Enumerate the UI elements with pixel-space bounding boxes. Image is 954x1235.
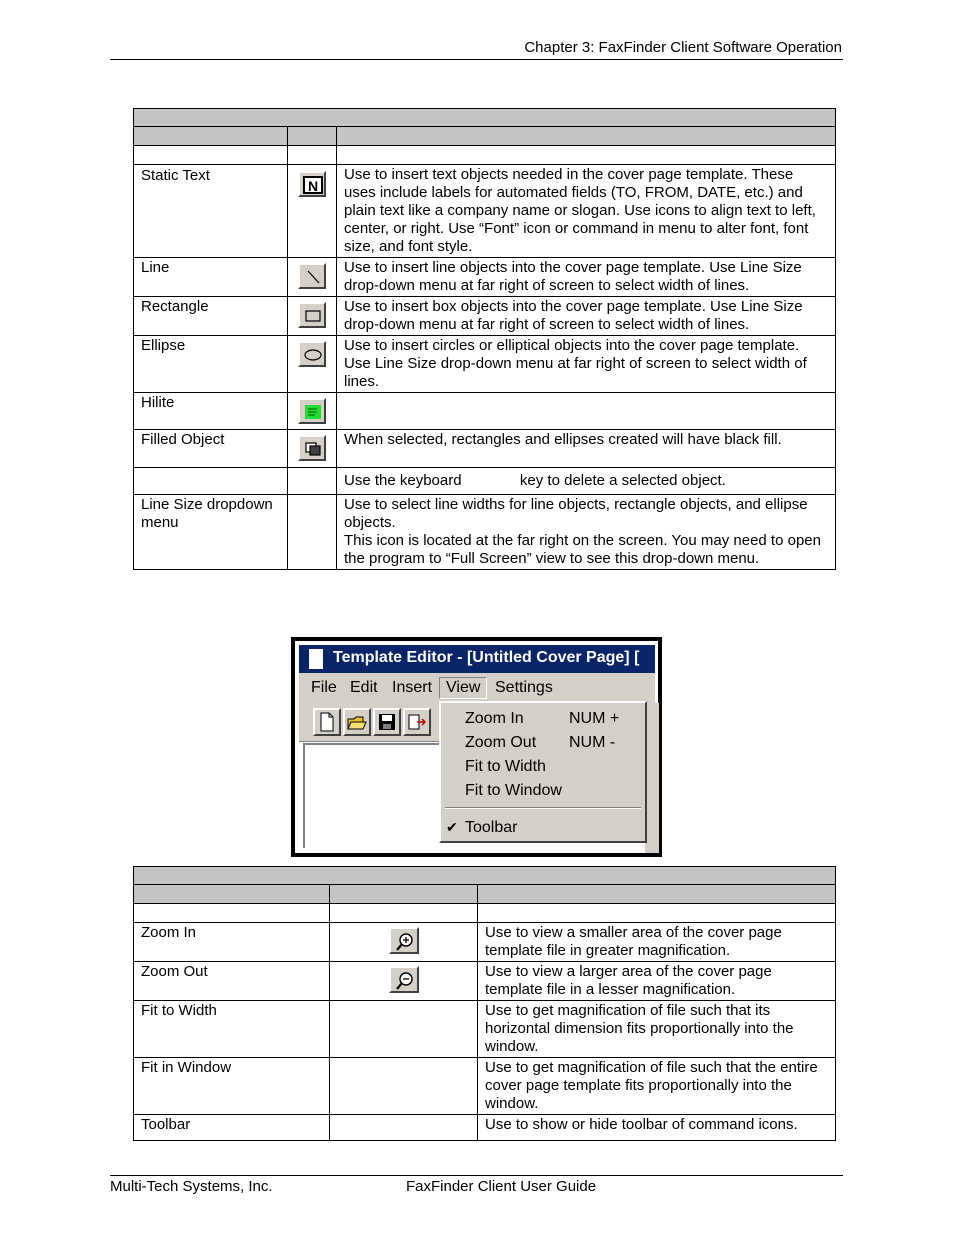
- command-name: Rectangle: [134, 297, 288, 336]
- command-name: Filled Object: [134, 430, 288, 468]
- zoom-out-icon[interactable]: [389, 966, 419, 993]
- view-commands-table: [133, 866, 836, 1141]
- table-row: [134, 165, 836, 258]
- insert-commands-table: [133, 108, 836, 570]
- command-name: Hilite: [134, 393, 288, 430]
- table-title-row: [134, 867, 836, 885]
- menu-edit[interactable]: Edit: [350, 679, 378, 696]
- command-desc: Use to show or hide toolbar of command icons.: [478, 1115, 836, 1141]
- command-desc: Use to get magnification of file such that the entire cover page template fits proportionally into the window.: [478, 1058, 836, 1115]
- open-folder-icon[interactable]: [343, 708, 371, 736]
- table-row: [134, 336, 836, 393]
- zoom-in-icon[interactable]: [389, 927, 419, 954]
- table-row: [134, 430, 836, 468]
- footer-guide-title: FaxFinder Client User Guide: [406, 1178, 597, 1195]
- window-titlebar: [299, 645, 655, 673]
- command-name: Toolbar: [134, 1115, 330, 1141]
- command-desc: Use to select line widths for line objects, rectangle objects, and ellipse objects. This icon is located at the far right on the screen. You may need to open the program to “Full Screen” view to see this drop-down menu.: [337, 495, 836, 570]
- table-row: [134, 393, 836, 430]
- command-desc: Use to insert text objects needed in the cover page template. These uses include labels for automated fields (TO, FROM, DATE, etc.) and plain text like a company name or slogan. Use icons to align text to left, center, or right. Use “Font” icon or command in menu to alter font, font size, and font style.: [337, 165, 836, 258]
- table-row: [134, 1058, 836, 1115]
- document-icon: [309, 649, 323, 669]
- command-desc: Use to view a smaller area of the cover page template file in greater magnification.: [478, 923, 836, 962]
- table-row: [134, 297, 836, 336]
- command-desc: When selected, rectangles and ellipses created will have black fill.: [337, 430, 836, 468]
- table-row: [134, 1001, 836, 1058]
- menu-separator: [445, 807, 641, 809]
- line-icon[interactable]: [298, 263, 326, 289]
- table-row: [134, 258, 836, 297]
- menu-settings[interactable]: Settings: [495, 679, 553, 696]
- dropdown-item-zoom-in[interactable]: Zoom In: [465, 710, 524, 727]
- command-desc: Use to view a larger area of the cover page template file in a lesser magnification.: [478, 962, 836, 1001]
- save-icon[interactable]: [373, 708, 401, 736]
- command-desc: Use to insert circles or elliptical objects into the cover page template. Use Line Size drop-down menu at far right of screen to select width of lines.: [337, 336, 836, 393]
- table-title-row: [134, 109, 836, 127]
- command-name: Zoom Out: [134, 962, 330, 1001]
- dropdown-item-fit-to-width[interactable]: Fit to Width: [465, 758, 546, 775]
- command-desc: Use to get magnification of file such that its horizontal dimension fits proportionally into the window.: [478, 1001, 836, 1058]
- checkmark-icon: ✔: [446, 819, 458, 835]
- table-row: [134, 468, 836, 495]
- hilite-icon[interactable]: [298, 398, 326, 424]
- command-name: Line: [134, 258, 288, 297]
- page-footer: [110, 1175, 843, 1195]
- template-editor-screenshot: [291, 637, 662, 857]
- dropdown-item-toolbar[interactable]: Toolbar: [465, 819, 518, 836]
- command-desc: Use to insert box objects into the cover page template. Use Line Size drop-down menu at far right of screen to select width of lines.: [337, 297, 836, 336]
- menu-insert[interactable]: Insert: [392, 679, 433, 696]
- footer-company: Multi-Tech Systems, Inc.: [110, 1178, 273, 1195]
- table-row: [134, 495, 836, 570]
- menu-view[interactable]: View: [439, 677, 487, 699]
- command-name: Static Text: [134, 165, 288, 258]
- dropdown-item-fit-to-window[interactable]: Fit to Window: [465, 782, 562, 799]
- toolbar-gripper: [645, 703, 659, 853]
- dropdown-item-zoom-out[interactable]: Zoom Out: [465, 734, 537, 751]
- new-file-icon[interactable]: [313, 708, 341, 736]
- command-name: Fit to Width: [134, 1001, 330, 1058]
- menu-file[interactable]: File: [311, 679, 337, 696]
- static-text-icon[interactable]: [298, 171, 326, 197]
- view-dropdown-menu: [439, 701, 647, 843]
- svg-text:N: N: [307, 178, 319, 194]
- command-name: Fit in Window: [134, 1058, 330, 1115]
- table-row: [134, 1115, 836, 1141]
- window-title: Template Editor - [Untitled Cover Page] [: [333, 649, 640, 666]
- filled-object-icon[interactable]: [298, 435, 326, 461]
- menu-bar: [299, 673, 655, 703]
- rectangle-icon[interactable]: [298, 302, 326, 328]
- command-desc: Use to insert line objects into the cover page template. Use Line Size drop-down menu at far right of screen to select width of lines.: [337, 258, 836, 297]
- command-desc: [337, 393, 836, 430]
- command-name: Line Size dropdown menu: [134, 495, 288, 570]
- exit-icon[interactable]: [403, 708, 431, 736]
- command-name: Ellipse: [134, 336, 288, 393]
- dropdown-shortcut: NUM +: [569, 710, 620, 727]
- chapter-title: Chapter 3: FaxFinder Client Software Operation: [524, 39, 842, 56]
- command-name: Zoom In: [134, 923, 330, 962]
- command-name: [134, 468, 288, 495]
- table-row: [134, 962, 836, 1001]
- page-header: [110, 38, 843, 60]
- command-desc: Use the keyboard key to delete a selected object.: [337, 468, 836, 495]
- dropdown-shortcut: NUM -: [569, 734, 616, 751]
- table-row: [134, 923, 836, 962]
- ellipse-icon[interactable]: [298, 341, 326, 367]
